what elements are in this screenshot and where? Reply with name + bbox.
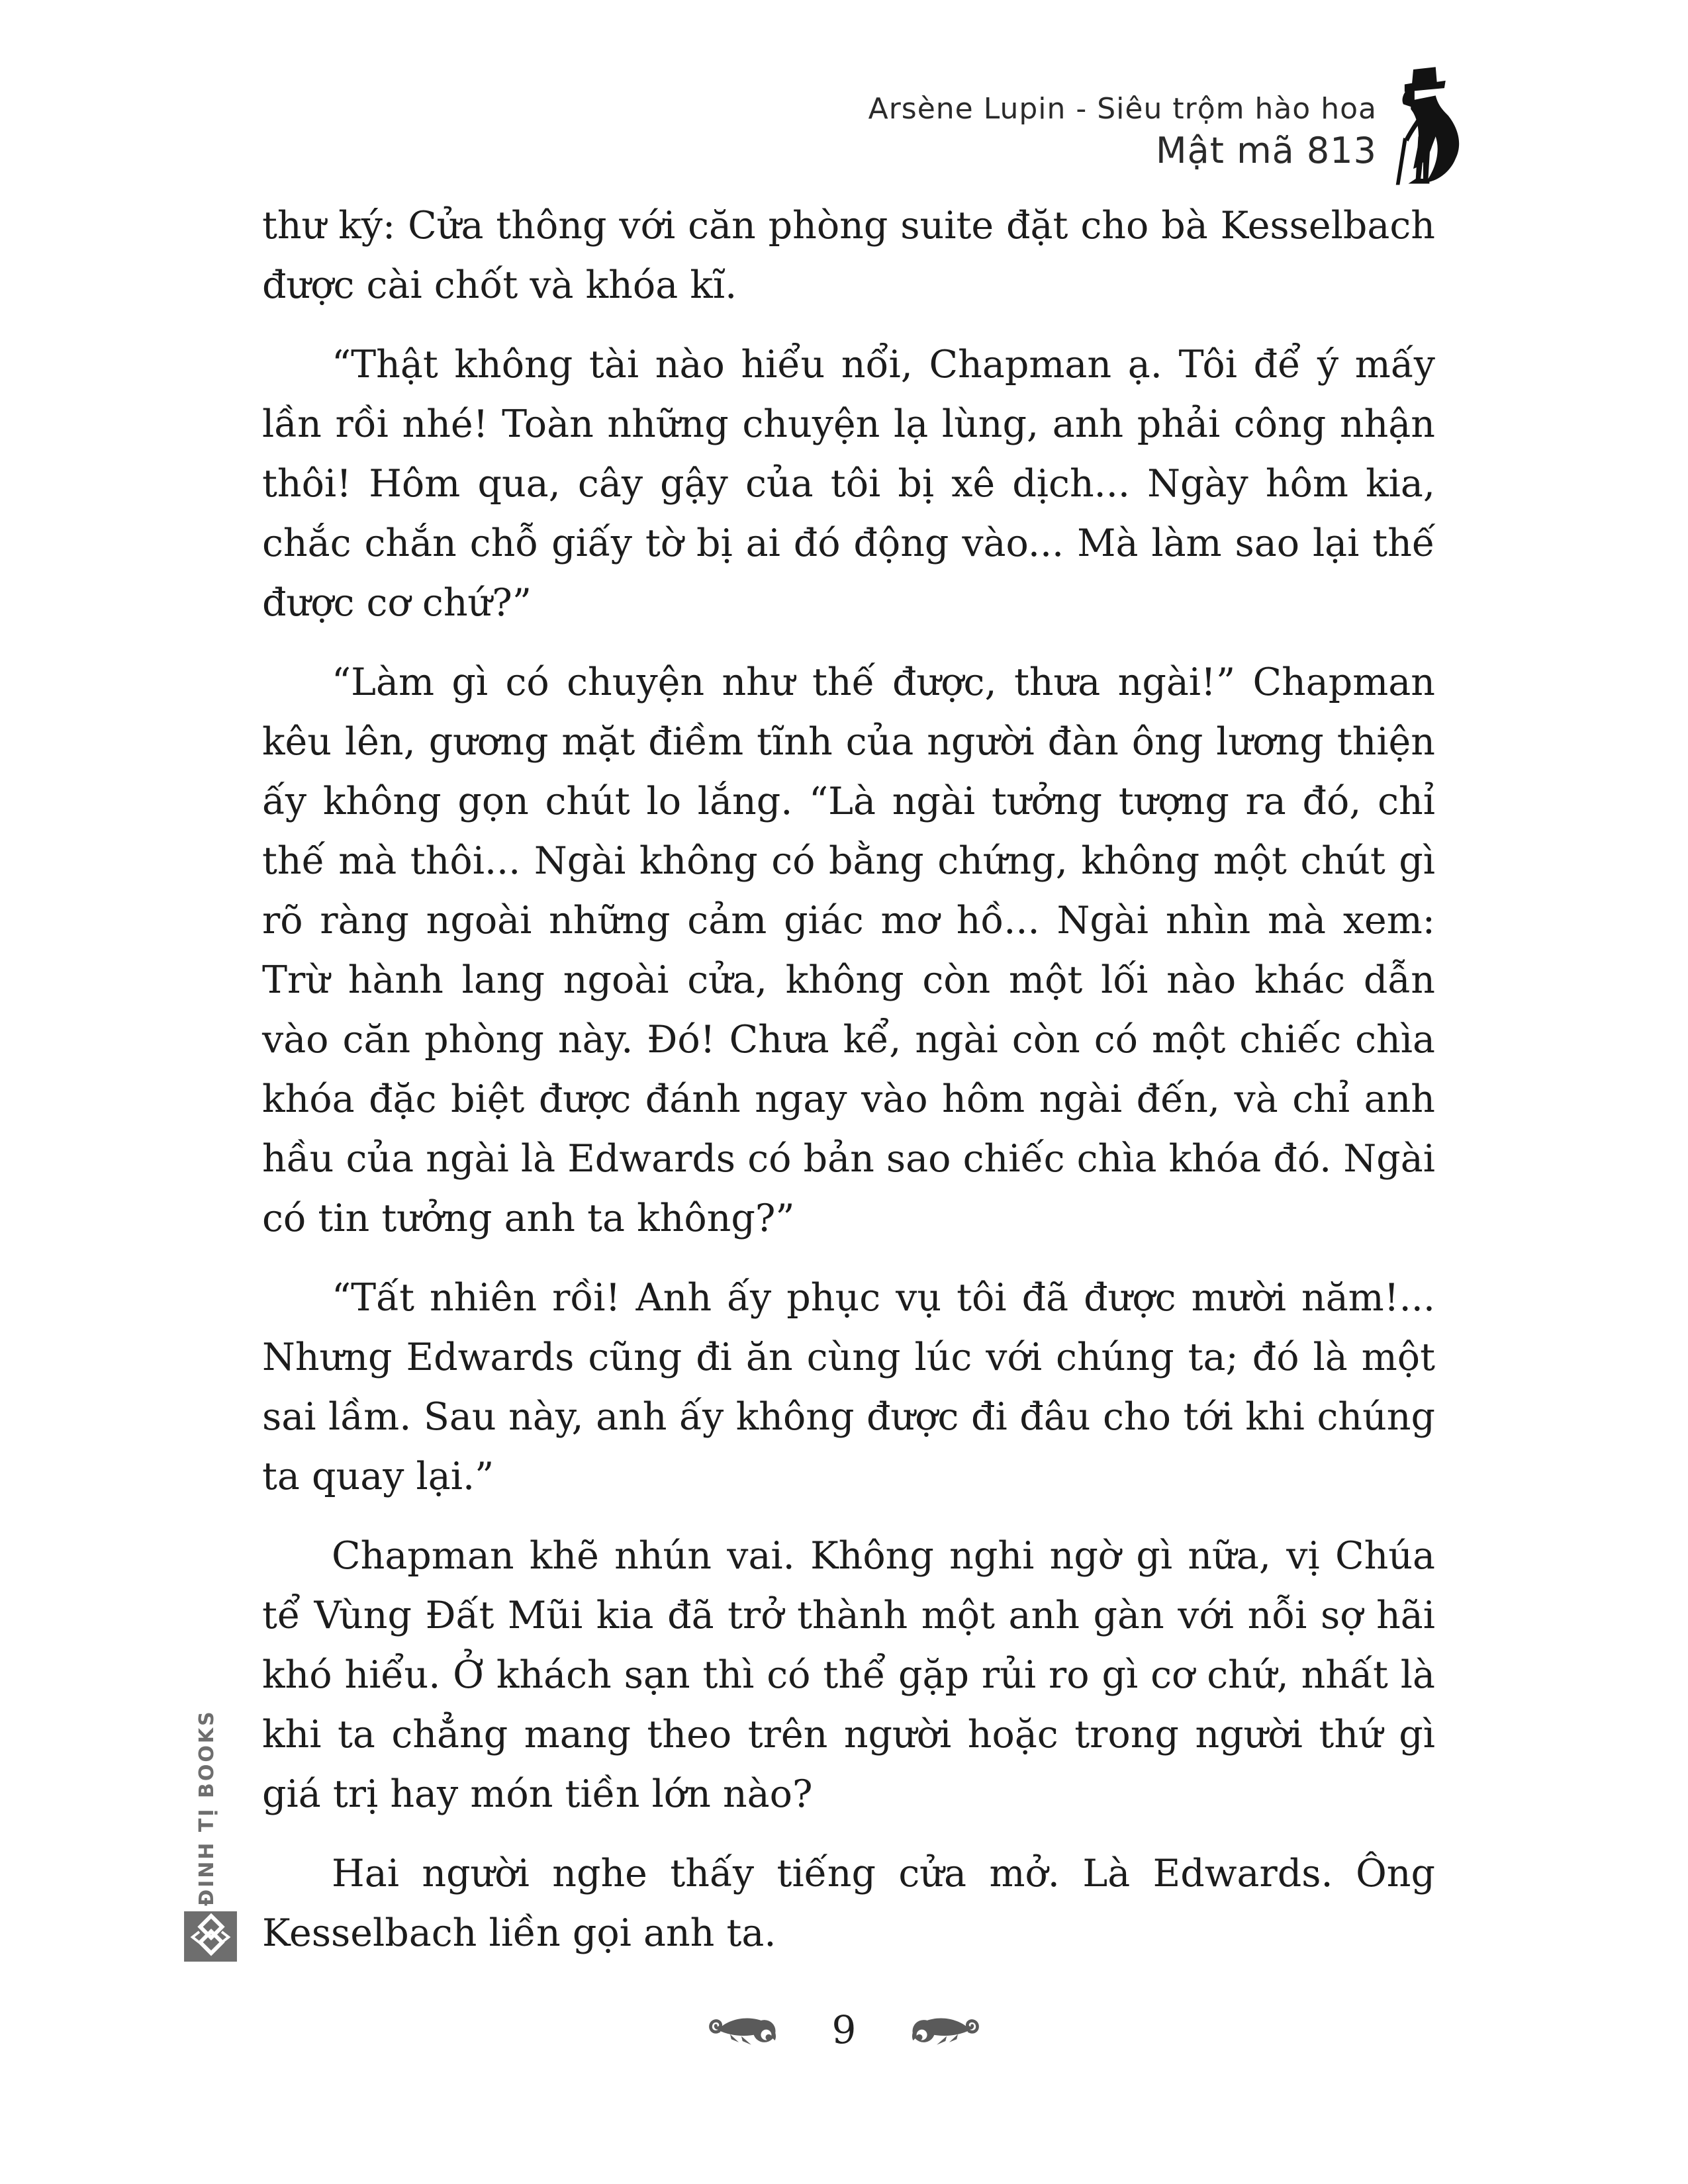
paragraph: Chapman khẽ nhún vai. Không nghi ngờ gì nữa, vị Chúa tể Vùng Đất Mũi kia đã trở thành một anh gàn với nỗi sợ hãi khó hiểu. Ở khách sạn thì có thể gặp rủi ro gì cơ chứ, nhất là khi ta chẳng mang theo trên người hoặc trong người thứ gì giá trị hay món tiền lớn nào? [262, 1534, 1435, 1816]
publisher-name-vertical: ĐINH TỊ BOOKS [195, 1709, 218, 1906]
paragraph: “Làm gì có chuyện như thế được, thưa ngài!” Chapman kêu lên, gương mặt điềm tĩnh của người đàn ông lương thiện ấy không gọn chút lo lắng. “Là ngài tưởng tượng ra đó, chỉ thế mà thôi... Ngài không có bằng chứng, không một chút gì rõ ràng ngoài những cảm giác mơ hồ... Ngài nhìn mà xem: Trừ hành lang ngoài cửa, không còn một lối nào khác dẫn vào căn phòng này. Đó! Chưa kể, ngài còn có một chiếc chìa khóa đặc biệt được đánh ngay vào hôm ngài đến, và chỉ anh hầu của ngài là Edwards có bản sao chiếc chìa khóa đó. Ngài có tin tưởng anh ta không?” [262, 660, 1435, 1240]
page-number: 9 [831, 2007, 857, 2052]
paragraph: Hai người nghe thấy tiếng cửa mở. Là Edwards. Ông Kesselbach liền gọi anh ta. [262, 1852, 1435, 1955]
page-body [262, 196, 1435, 1983]
flourish-right-icon [897, 2013, 979, 2050]
page-header [868, 93, 1377, 171]
paragraph: thư ký: Cửa thông với căn phòng suite đặt cho bà Kesselbach được cài chốt và khóa kĩ. [262, 204, 1435, 307]
series-title: Arsène Lupin - Siêu trộm hào hoa [868, 92, 1377, 126]
page-footer [0, 2007, 1688, 2052]
paragraph: “Thật không tài nào hiểu nổi, Chapman ạ. Tôi để ý mấy lần rồi nhé! Toàn những chuyện lạ lùng, anh phải công nhận thôi! Hôm qua, cây gậy của tôi bị xê dịch... Ngày hôm kia, chắc chắn chỗ giấy tờ bị ai đó động vào... Mà làm sao lại thế được cơ chứ?” [262, 343, 1435, 625]
book-title: Mật mã 813 [1156, 129, 1377, 171]
dinh-ti-books-logo-icon [183, 1911, 238, 1962]
paragraph: “Tất nhiên rồi! Anh ấy phục vụ tôi đã được mười năm!... Nhưng Edwards cũng đi ăn cùng lúc với chúng ta; đó là một sai lầm. Sau này, anh ấy không được đi đâu cho tới khi chúng ta quay lại.” [262, 1276, 1435, 1498]
flourish-left-icon [709, 2013, 791, 2050]
lupin-silhouette-icon [1383, 66, 1463, 192]
